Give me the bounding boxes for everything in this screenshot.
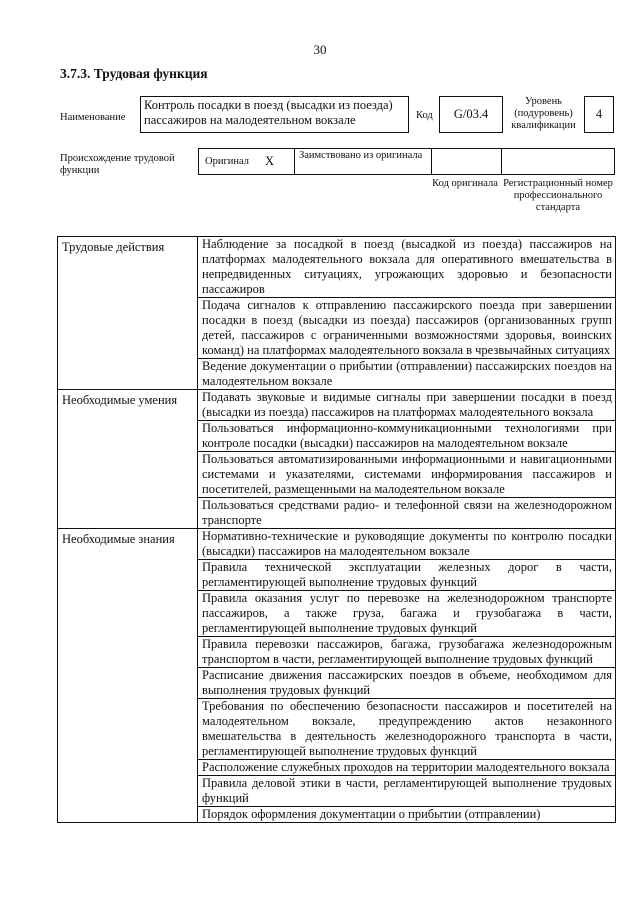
list-item: Пользоваться автоматизированными информационными и навигационными системами и указателями, системами информирования пассажиров и посетителей, размещенными на малодеятельном вокзале [198, 451, 615, 497]
original-mark: X [265, 154, 275, 168]
section-items [198, 390, 615, 528]
list-item: Подавать звуковые и видимые сигналы при завершении посадки в поезд (высадки из поезда) пассажиров на платформах малодеятельного вокзала [202, 390, 612, 419]
origin-table [198, 148, 615, 175]
original-label: Оригинал [205, 156, 249, 167]
function-details-table [57, 236, 616, 823]
borrowed-label: Заимствовано из оригинала [299, 150, 423, 161]
list-item: Правила оказания услуг по перевозке на железнодорожном транспорте пассажиров, а также груза, багажа и грузобагажа в части, регламентирующей выполнение трудовых функций [198, 590, 615, 636]
name-label: Наименование [60, 112, 126, 123]
list-item: Правила деловой этики в части, регламентирующей выполнение трудовых функций [198, 775, 615, 806]
list-item: Подача сигналов к отправлению пассажирского поезда при завершении посадки в поезд (высадки из поезда) пассажиров (организованных групп детей, пассажиров с ограниченными возможностями здоровья, воинских команд) на платформах малодеятельного вокзала в чрезвычайных ситуациях [198, 297, 615, 358]
list-item: Нормативно-технические и руководящие документы по контролю посадки (высадки) пассажиров на малодеятельном вокзале [202, 529, 612, 558]
list-item: Правила технической эксплуатации железных дорог в части, регламентирующей выполнение трудовых функций [198, 559, 615, 590]
code-value: G/03.4 [453, 107, 489, 121]
section-labor-actions [58, 237, 615, 389]
function-name-box [140, 96, 409, 133]
level-value: 4 [595, 107, 603, 121]
original-cell [199, 149, 295, 174]
level-label: Уровень (подуровень) квалификации [511, 96, 576, 131]
borrowed-cell [294, 149, 432, 174]
section-title: 3.7.3. Трудовая функция [60, 66, 208, 81]
list-item: Пользоваться информационно-коммуникационными технологиями при контроле посадки (высадки) пассажиров на малодеятельном вокзале [198, 420, 615, 451]
code-box [439, 96, 503, 133]
section-required-skills [58, 389, 615, 528]
list-item: Ведение документации о прибытии (отправлении) пассажирских поездов на малодеятельном вокзале [198, 358, 615, 389]
page-number: 30 [313, 42, 327, 57]
list-item: Порядок оформления документации о прибытии (отправлении) [198, 806, 615, 822]
list-item: Расположение служебных проходов на территории малодеятельного вокзала [198, 759, 615, 775]
list-item: Требования по обеспечению безопасности пассажиров и посетителей на малодеятельном вокзале, предупреждению актов незаконного вмешательства в деятельность железнодорожного транспорта в части, регламентирующей выполнение трудовых функций [198, 698, 615, 759]
section-items [198, 237, 615, 389]
list-item: Пользоваться средствами радио- и телефонной связи на железнодорожном транспорте [198, 497, 615, 528]
level-box [584, 96, 614, 133]
section-required-knowledge [58, 528, 615, 822]
code-label: Код [416, 110, 433, 121]
list-item: Наблюдение за посадкой в поезд (высадкой из поезда) пассажиров на платформах малодеятельного вокзала для оперативного вмешательства в непредвиденных ситуациях, угрожающих здоровью и безопасности пассажиров [202, 237, 612, 296]
reg-number-caption: Регистрационный номер профессионального стандарта [503, 178, 613, 213]
section-label: Необходимые знания [58, 529, 198, 822]
section-items [198, 529, 615, 822]
code-original-caption: Код оригинала [432, 178, 498, 189]
list-item: Расписание движения пассажирских поездов в объеме, необходимом для выполнения трудовых функций [198, 667, 615, 698]
section-label: Необходимые умения [58, 390, 198, 528]
code-original-cell [431, 149, 502, 174]
reg-number-cell [501, 149, 614, 174]
list-item: Правила перевозки пассажиров, багажа, грузобагажа железнодорожным транспортом в части, регламентирующей выполнение трудовых функций [198, 636, 615, 667]
function-name: Контроль посадки в поезд (высадки из поезда) пассажиров на малодеятельном вокзале [144, 98, 393, 127]
origin-label: Происхождение трудовой функции [60, 153, 175, 176]
section-label: Трудовые действия [58, 237, 198, 389]
